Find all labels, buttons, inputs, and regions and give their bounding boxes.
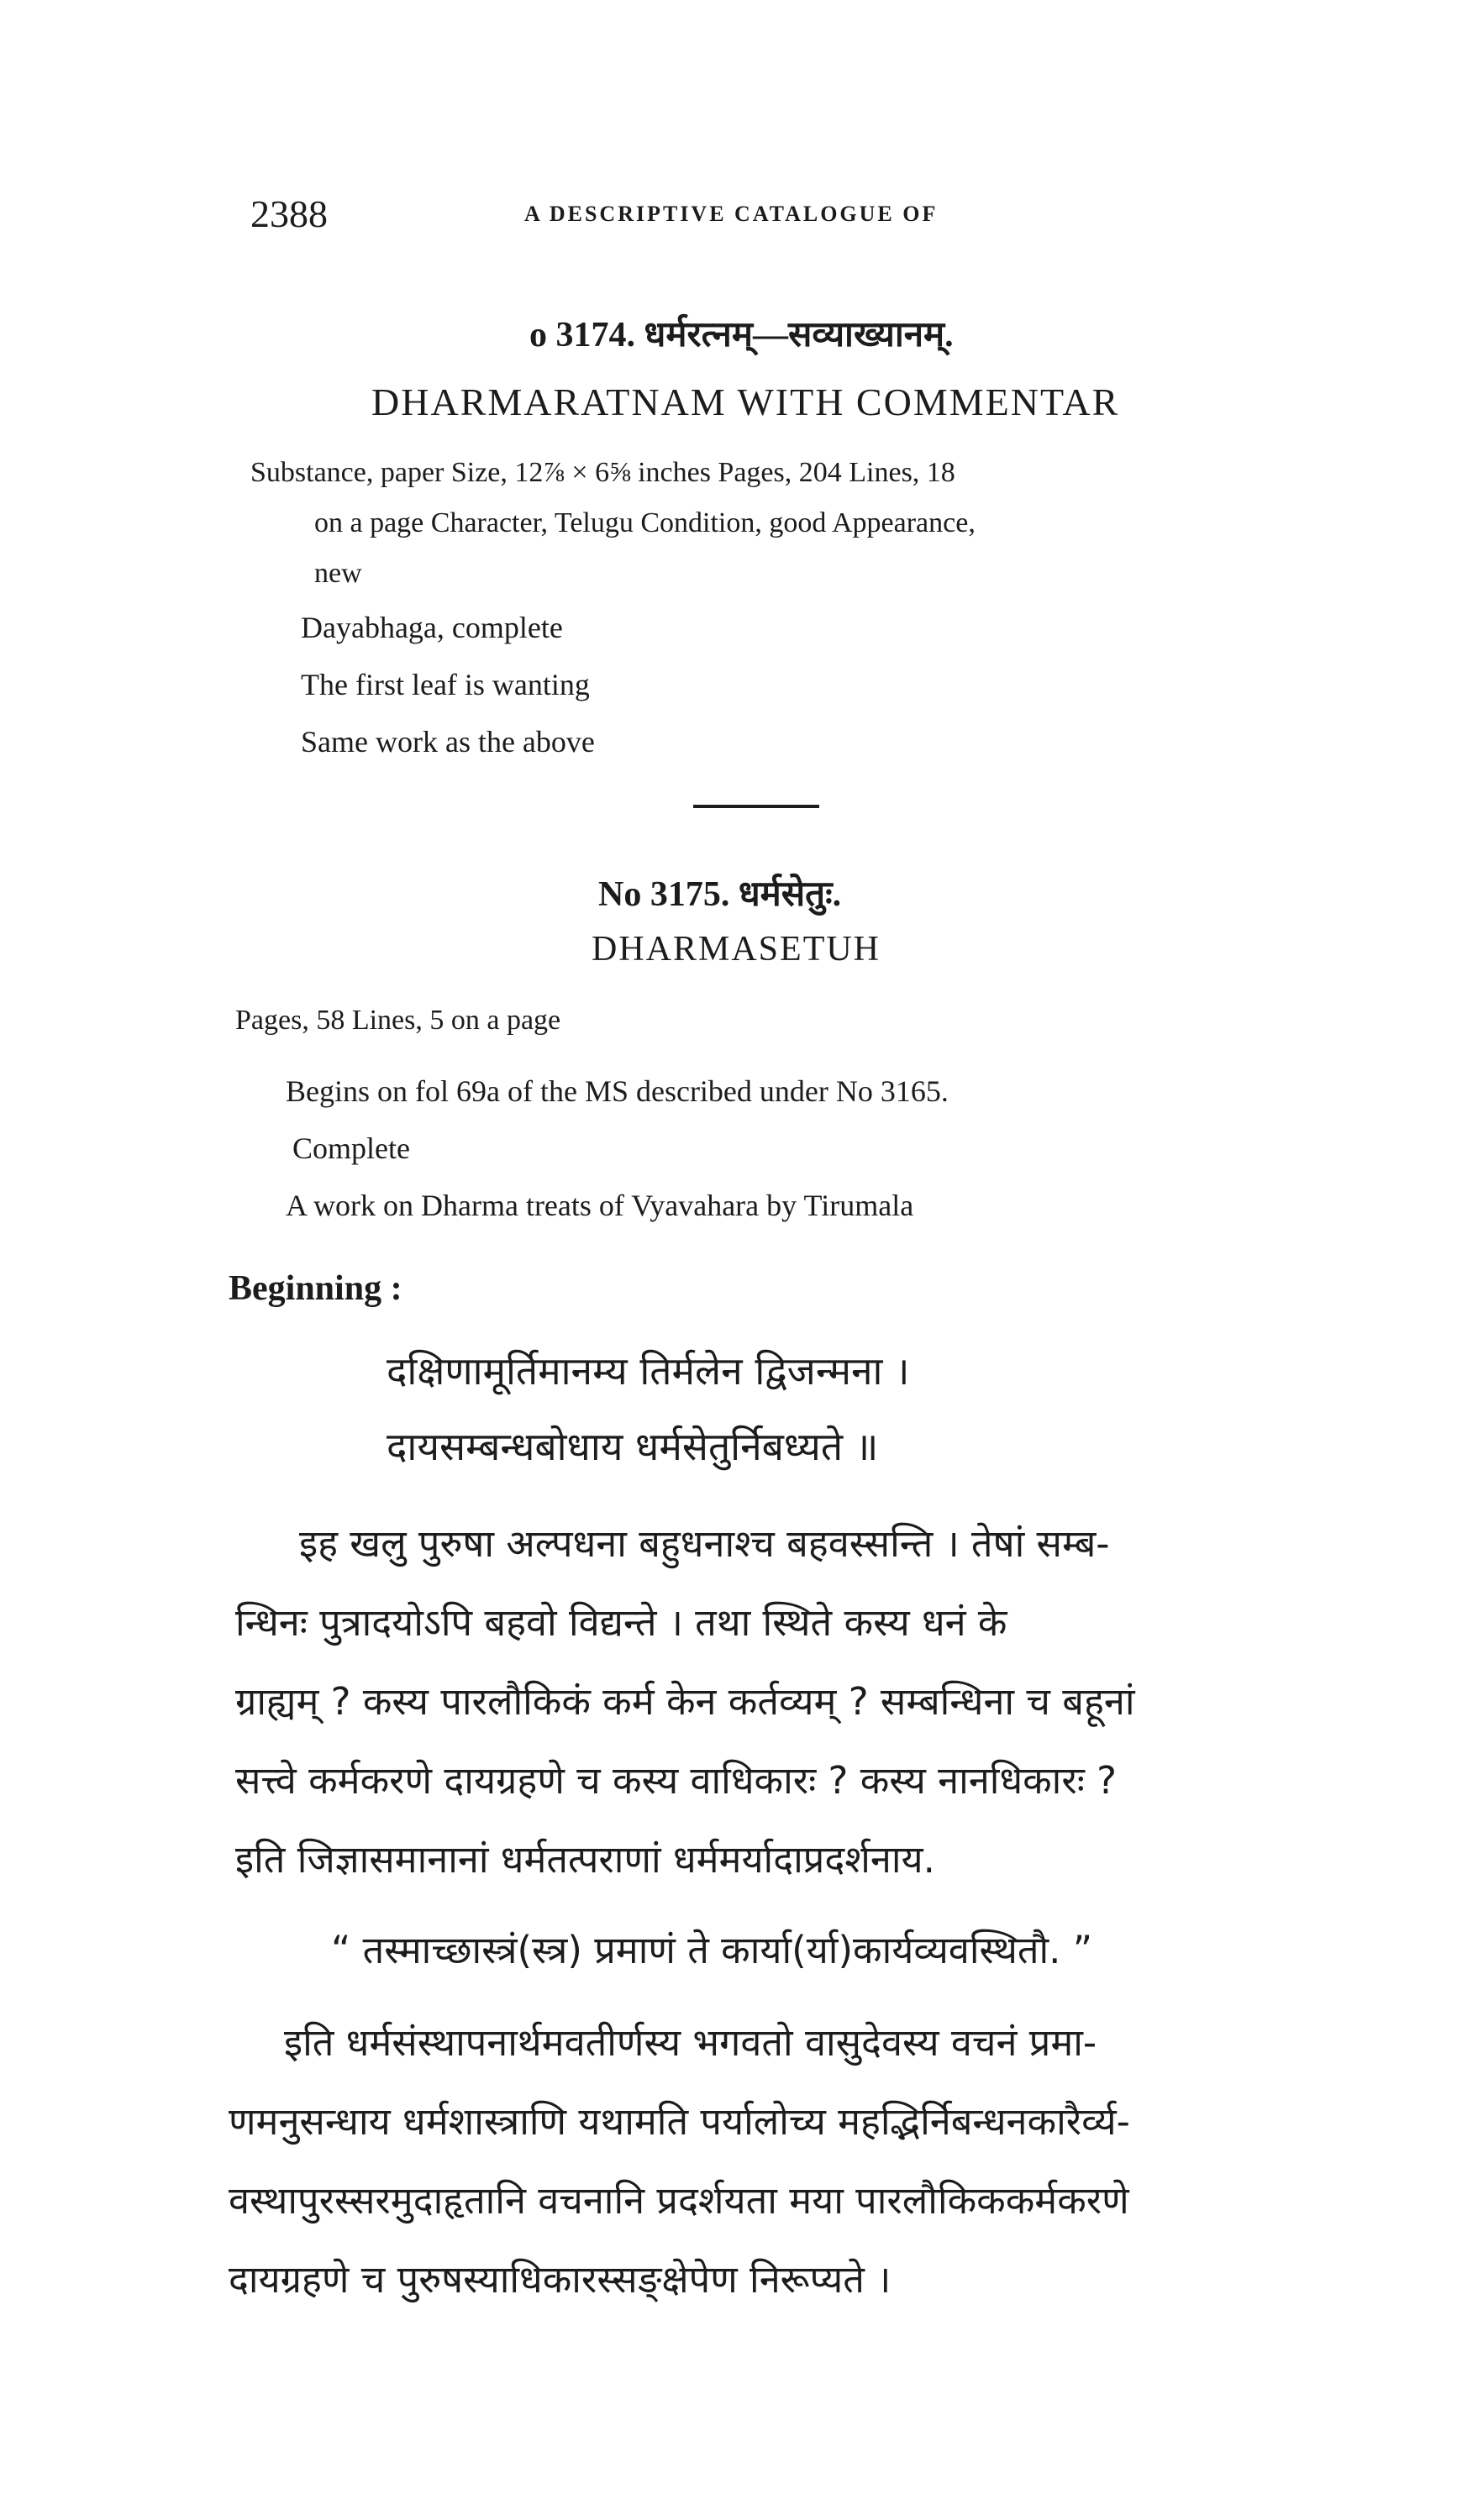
entry-3174-subtitle: DHARMARATNAM WITH COMMENTAR bbox=[371, 381, 1120, 423]
entry-3175-note: Complete bbox=[292, 1131, 410, 1165]
prose-line: सत्त्वे कर्मकरणे दायग्रहणे च कस्य वाधिकारः ? कस्य नानधिकारः ? bbox=[235, 1758, 1118, 1803]
prose-line: णमनुसन्धाय धर्मशास्त्राणि यथामति पर्यालोच्य महद्भिर्निबन्धनकारैर्व्य- bbox=[229, 2099, 1130, 2144]
prose-line: दायग्रहणे च पुरुषस्याधिकारस्सङ्क्षेपेण निरूप्यते । bbox=[229, 2257, 892, 2302]
prose-line: इह खलु पुरुषा अल्पधना बहुधनाश्च बहवस्सन्ति । तेषां सम्ब- bbox=[299, 1521, 1110, 1566]
entry-3175-note: Begins on fol 69a of the MS described under No 3165. bbox=[286, 1074, 949, 1108]
entry-3175-title: No 3175. धर्मसेतुः. bbox=[598, 875, 842, 914]
entry-3174-meta-line: new bbox=[314, 558, 362, 589]
prose-line: इति धर्मसंस्थापनार्थमवतीर्णस्य भगवतो वासुदेवस्य वचनं प्रमा- bbox=[284, 2020, 1097, 2065]
entry-3174-meta-line: on a page Character, Telugu Condition, good Appearance, bbox=[314, 507, 976, 538]
verse-line: दक्षिणामूर्तिमानम्य तिर्मलेन द्विजन्मना । bbox=[387, 1348, 910, 1394]
entry-3174-note: Same work as the above bbox=[301, 725, 595, 759]
entry-3175-note: A work on Dharma treats of Vyavahara by Tirumala bbox=[286, 1189, 914, 1222]
prose-line: वस्थापुरस्सरमुदाहृतानि वचनानि प्रदर्शयता मया पारलौकिककर्मकरणे bbox=[229, 2178, 1129, 2223]
entry-3175-subtitle: DHARMASETUH bbox=[592, 930, 881, 969]
entry-3174-note: Dayabhaga, complete bbox=[301, 611, 563, 644]
verse-line: दायसम्बन्धबोधाय धर्मसेतुर्निबध्यते ॥ bbox=[387, 1424, 879, 1469]
entry-3174-meta-line: Substance, paper Size, 12⅞ × 6⅝ inches Pages, 204 Lines, 18 bbox=[250, 457, 955, 488]
prose-line: ग्राह्यम् ? कस्य पारलौकिकं कर्म केन कर्तव्यम् ? सम्बन्धिना च बहूनां bbox=[235, 1679, 1135, 1724]
entry-3174-title: o 3174. धर्मरत्नम्—सव्याख्यानम्. bbox=[529, 316, 954, 354]
beginning-label: Beginning : bbox=[229, 1269, 402, 1308]
running-head: A DESCRIPTIVE CATALOGUE OF bbox=[524, 202, 939, 226]
entry-3174-note: The first leaf is wanting bbox=[301, 668, 590, 701]
section-divider bbox=[693, 805, 819, 808]
quote-line: “ तस्माच्छास्त्रं(स्त्र) प्रमाणं ते कार्या(र्या)कार्यव्यवस्थितौ. ” bbox=[331, 1928, 1093, 1972]
entry-3175-meta-line: Pages, 58 Lines, 5 on a page bbox=[235, 1005, 561, 1036]
prose-line: न्धिनः पुत्रादयोऽपि बहवो विद्यन्ते । तथा स्थिते कस्य धनं के bbox=[235, 1600, 1007, 1645]
prose-line: इति जिज्ञासमानानां धर्मतत्पराणां धर्ममर्यादाप्रदर्शनाय. bbox=[235, 1837, 935, 1882]
page-number: 2388 bbox=[250, 192, 328, 235]
